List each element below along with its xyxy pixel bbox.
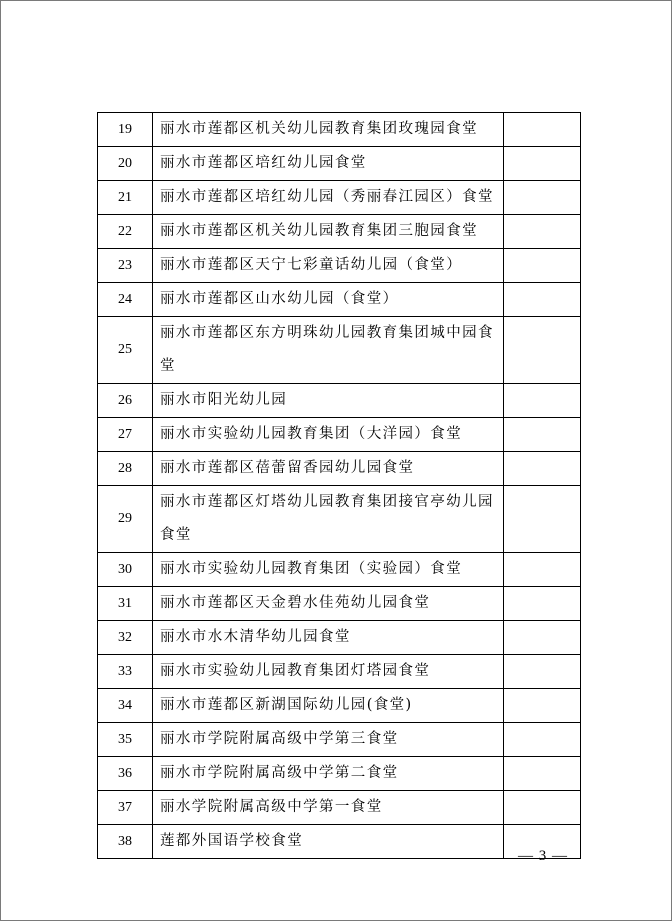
canteen-name: 丽水市实验幼儿园教育集团（实验园）食堂 [153, 553, 504, 587]
table-row [98, 215, 581, 249]
empty-cell [504, 723, 581, 757]
empty-cell [504, 147, 581, 181]
canteen-name: 丽水市莲都区山水幼儿园（食堂） [153, 283, 504, 317]
empty-cell [504, 486, 581, 553]
empty-cell [504, 791, 581, 825]
empty-cell [504, 283, 581, 317]
empty-cell [504, 689, 581, 723]
row-number: 20 [98, 147, 153, 181]
table-row [98, 825, 581, 859]
empty-cell [504, 249, 581, 283]
page-number: — 3 — [518, 848, 568, 864]
canteen-name: 丽水市莲都区灯塔幼儿园教育集团接官亭幼儿园食堂 [153, 486, 504, 553]
row-number: 19 [98, 113, 153, 147]
table-row [98, 791, 581, 825]
table-row [98, 283, 581, 317]
row-number: 30 [98, 553, 153, 587]
canteen-name: 丽水市阳光幼儿园 [153, 384, 504, 418]
canteen-name: 丽水市实验幼儿园教育集团灯塔园食堂 [153, 655, 504, 689]
empty-cell [504, 452, 581, 486]
canteen-name: 丽水市莲都区东方明珠幼儿园教育集团城中园食堂 [153, 317, 504, 384]
canteen-name: 丽水市莲都区培红幼儿园食堂 [153, 147, 504, 181]
empty-cell [504, 113, 581, 147]
row-number: 24 [98, 283, 153, 317]
table-row [98, 181, 581, 215]
empty-cell [504, 553, 581, 587]
empty-cell [504, 655, 581, 689]
canteen-name: 丽水市水木清华幼儿园食堂 [153, 621, 504, 655]
row-number: 38 [98, 825, 153, 859]
empty-cell [504, 384, 581, 418]
table-row [98, 384, 581, 418]
row-number: 27 [98, 418, 153, 452]
canteen-name: 丽水市学院附属高级中学第二食堂 [153, 757, 504, 791]
table-row [98, 113, 581, 147]
table-row [98, 249, 581, 283]
table-row [98, 452, 581, 486]
row-number: 34 [98, 689, 153, 723]
empty-cell [504, 418, 581, 452]
row-number: 36 [98, 757, 153, 791]
row-number: 26 [98, 384, 153, 418]
row-number: 21 [98, 181, 153, 215]
row-number: 25 [98, 317, 153, 384]
table-row [98, 317, 581, 384]
empty-cell [504, 621, 581, 655]
table-row [98, 723, 581, 757]
row-number: 23 [98, 249, 153, 283]
table-row [98, 418, 581, 452]
empty-cell [504, 587, 581, 621]
table-row [98, 587, 581, 621]
table-row [98, 655, 581, 689]
canteen-name: 丽水市莲都区天金碧水佳苑幼儿园食堂 [153, 587, 504, 621]
empty-cell [504, 215, 581, 249]
row-number: 35 [98, 723, 153, 757]
table-row [98, 689, 581, 723]
row-number: 28 [98, 452, 153, 486]
row-number: 22 [98, 215, 153, 249]
table-row [98, 553, 581, 587]
canteen-name: 丽水市莲都区天宁七彩童话幼儿园（食堂） [153, 249, 504, 283]
canteen-name: 丽水学院附属高级中学第一食堂 [153, 791, 504, 825]
table-row [98, 486, 581, 553]
canteen-name: 丽水市实验幼儿园教育集团（大洋园）食堂 [153, 418, 504, 452]
canteen-list-table [97, 112, 581, 859]
table-row [98, 621, 581, 655]
canteen-name: 丽水市学院附属高级中学第三食堂 [153, 723, 504, 757]
canteen-name: 丽水市莲都区新湖国际幼儿园(食堂) [153, 689, 504, 723]
canteen-name: 丽水市莲都区机关幼儿园教育集团玫瑰园食堂 [153, 113, 504, 147]
table-row [98, 147, 581, 181]
canteen-name: 丽水市莲都区机关幼儿园教育集团三胞园食堂 [153, 215, 504, 249]
empty-cell [504, 757, 581, 791]
empty-cell [504, 317, 581, 384]
table-row [98, 757, 581, 791]
row-number: 29 [98, 486, 153, 553]
canteen-name: 丽水市莲都区培红幼儿园（秀丽春江园区）食堂 [153, 181, 504, 215]
row-number: 37 [98, 791, 153, 825]
canteen-name: 莲都外国语学校食堂 [153, 825, 504, 859]
empty-cell [504, 181, 581, 215]
row-number: 33 [98, 655, 153, 689]
row-number: 32 [98, 621, 153, 655]
canteen-name: 丽水市莲都区蓓蕾留香园幼儿园食堂 [153, 452, 504, 486]
row-number: 31 [98, 587, 153, 621]
